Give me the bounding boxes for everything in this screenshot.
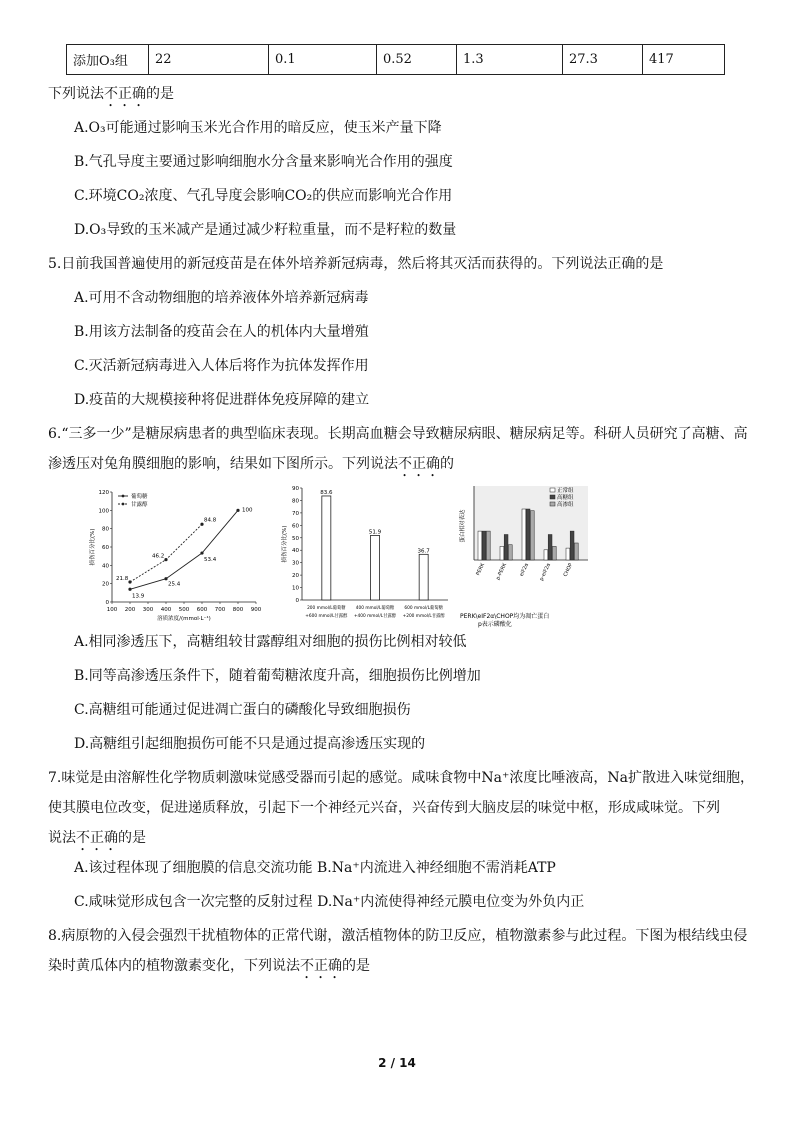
q4-option-a: A.O₃可能通过影响玉米光合作用的暗反应，使玉米产量下降 bbox=[74, 120, 442, 136]
data-label: 46.2 bbox=[152, 553, 165, 560]
q4-option-c: C.环境CO₂浓度、气孔导度会影响CO₂的供应而影响光合作用 bbox=[74, 188, 453, 204]
bar bbox=[500, 546, 504, 560]
data-label: 25.4 bbox=[168, 581, 181, 588]
q6-stem-line2 bbox=[48, 454, 454, 480]
y-tick-label: 20 bbox=[292, 573, 299, 580]
line-chart-injury-vs-concentration bbox=[86, 482, 264, 624]
data-point bbox=[128, 580, 131, 583]
q7-options-cd: C.咸味觉形成包含一次完整的反射过程 D.Na⁺内流使得神经元膜电位变为外负内正 bbox=[74, 894, 585, 910]
legend-swatch bbox=[550, 502, 555, 506]
y-tick-label: 80 bbox=[102, 526, 109, 533]
text: 说法 bbox=[48, 830, 76, 846]
data-label: 36.7 bbox=[417, 548, 430, 555]
q4-stem bbox=[48, 84, 174, 110]
bar bbox=[478, 531, 482, 560]
bar bbox=[574, 543, 578, 560]
q6-option-a: A.相同渗透压下，高糖组较甘露醇组对细胞的损伤比例相对较低 bbox=[74, 634, 467, 650]
y-tick-label: 90 bbox=[292, 486, 299, 492]
data-label: 13.9 bbox=[132, 593, 145, 600]
category-label: PERK bbox=[475, 562, 487, 577]
x-tick-label: 600 bbox=[196, 607, 208, 613]
bar bbox=[570, 531, 574, 560]
data-point bbox=[236, 509, 239, 512]
y-tick-label: 40 bbox=[292, 548, 299, 555]
category-label: 400 mmol/L葡萄糖 bbox=[355, 606, 395, 611]
q8-stem-line1: 8.病原物的入侵会强烈干扰植物体的正常代谢，激活植物体的防卫反应，植物激素参与此过程。下图为根结线虫侵 bbox=[48, 928, 748, 944]
data-point bbox=[164, 577, 167, 580]
legend-marker bbox=[122, 503, 125, 506]
y-axis-label: 蛋白相对表达 bbox=[460, 509, 466, 543]
q6-option-d: D.高糖组引起细胞损伤可能不只是通过提高渗透压实现的 bbox=[74, 736, 426, 752]
bar bbox=[486, 531, 490, 560]
bar bbox=[544, 550, 548, 560]
y-tick-label: 40 bbox=[102, 563, 109, 570]
table-row bbox=[67, 45, 725, 75]
legend-marker bbox=[122, 495, 125, 498]
category-label: 200 mmol/L葡萄糖 bbox=[307, 606, 346, 611]
legend-label: 甘露醇 bbox=[131, 502, 148, 508]
data-label: 100 bbox=[242, 507, 253, 514]
y-tick-label: 60 bbox=[292, 523, 299, 530]
bar-chart-injury-mixed bbox=[280, 482, 452, 622]
bar bbox=[548, 535, 552, 561]
y-tick-label: 0 bbox=[295, 598, 299, 604]
y-tick-label: 50 bbox=[292, 535, 299, 542]
bar bbox=[419, 554, 428, 600]
category-label: eIF2α bbox=[518, 562, 531, 578]
emphasis-text: 不正确 bbox=[76, 830, 118, 846]
data-label: 83.6 bbox=[320, 489, 333, 496]
x-tick-label: 200 bbox=[124, 607, 136, 613]
x-axis-label: 溶质浓度/(mmol·L⁻¹) bbox=[157, 616, 211, 622]
emphasis-text: 不正确 bbox=[104, 86, 146, 102]
category-label: p-eIF2α bbox=[538, 562, 553, 582]
q5-option-d: D.疫苗的大规模接种将促进群体免疫屏障的建立 bbox=[74, 392, 370, 408]
emphasis-text: 不正确 bbox=[398, 456, 440, 472]
table-cell: 22 bbox=[149, 45, 269, 75]
y-tick-label: 80 bbox=[292, 498, 299, 505]
bar bbox=[482, 531, 486, 560]
q4-option-d: D.O₃导致的玉米减产是通过减少籽粒重量，而不是籽粒的数量 bbox=[74, 222, 457, 238]
table-cell: 0.52 bbox=[377, 45, 457, 75]
data-table bbox=[66, 44, 725, 75]
x-tick-label: 800 bbox=[232, 607, 244, 613]
q7-stem-line1: 7.味觉是由溶解性化学物质刺激味觉感受器而引起的感觉。咸味食物中Na⁺浓度比唾液高，Na扩散进入味觉细胞， bbox=[48, 770, 754, 786]
x-tick-label: 900 bbox=[250, 607, 262, 613]
data-point bbox=[128, 588, 131, 591]
legend-swatch bbox=[550, 495, 555, 499]
x-tick-label: 400 bbox=[160, 607, 172, 613]
data-point bbox=[164, 558, 167, 561]
y-tick-label: 10 bbox=[292, 585, 299, 592]
page-number: 2 / 14 bbox=[378, 1056, 416, 1070]
x-tick-label: 100 bbox=[106, 607, 118, 613]
y-tick-label: 20 bbox=[102, 581, 109, 588]
y-tick-label: 0 bbox=[105, 600, 109, 606]
category-label: +200 mmol/L甘露醇 bbox=[402, 614, 445, 619]
y-tick-label: 70 bbox=[292, 510, 299, 517]
table-cell: 0.1 bbox=[269, 45, 377, 75]
data-label: 21.8 bbox=[116, 576, 129, 583]
y-tick-label: 100 bbox=[98, 508, 109, 515]
q8-stem-line2 bbox=[48, 956, 370, 982]
category-label: +600 mmol/L甘露醇 bbox=[305, 614, 348, 619]
q6-option-b: B.同等高渗透压条件下，随着葡萄糖浓度升高，细胞损伤比例增加 bbox=[74, 668, 481, 684]
text: 的是 bbox=[146, 86, 174, 102]
data-label: 84.8 bbox=[204, 517, 217, 524]
bar bbox=[522, 509, 526, 560]
q7-stem-line2: 使其膜电位改变，促进递质释放，引起下一个神经元兴奋，兴奋传到大脑皮层的味觉中枢，形成咸味觉。下列 bbox=[48, 800, 720, 816]
x-tick-label: 300 bbox=[142, 607, 154, 613]
emphasis-text: 不正确 bbox=[300, 958, 342, 974]
bar bbox=[552, 546, 556, 560]
legend-swatch bbox=[550, 488, 555, 492]
category-label: 600 mmol/L葡萄糖 bbox=[404, 606, 443, 611]
bar bbox=[371, 535, 380, 600]
bar-chart-protein-expression bbox=[456, 482, 594, 628]
data-label: 53.4 bbox=[204, 557, 217, 564]
y-axis-label: 损伤百分比(%) bbox=[282, 525, 288, 563]
text: 的 bbox=[440, 456, 454, 472]
q5-option-c: C.灭活新冠病毒进入人体后将作为抗体发挥作用 bbox=[74, 358, 369, 374]
table-cell: 添加O₃组 bbox=[67, 45, 149, 75]
bar bbox=[508, 545, 512, 560]
y-tick-label: 30 bbox=[292, 560, 299, 567]
x-tick-label: 500 bbox=[178, 607, 190, 613]
text: 的是 bbox=[342, 958, 370, 974]
q7-options-ab: A.该过程体现了细胞膜的信息交流功能 B.Na⁺内流进入神经细胞不需消耗ATP bbox=[74, 860, 556, 876]
text: 染时黄瓜体内的植物激素变化，下列说法 bbox=[48, 958, 300, 974]
legend-label: 高糖组 bbox=[557, 495, 574, 501]
table-cell: 417 bbox=[643, 45, 725, 75]
category-label: CHOP bbox=[562, 562, 575, 578]
q6-option-c: C.高糖组可能通过促进凋亡蛋白的磷酸化导致细胞损伤 bbox=[74, 702, 411, 718]
q4-option-b: B.气孔导度主要通过影响细胞水分含量来影响光合作用的强度 bbox=[74, 154, 453, 170]
q5-option-a: A.可用不含动物细胞的培养液体外培养新冠病毒 bbox=[74, 290, 369, 306]
bar bbox=[322, 496, 331, 600]
category-label: +400 mmol/L甘露醇 bbox=[353, 614, 397, 619]
text: 渗透压对兔角膜细胞的影响，结果如下图所示。下列说法 bbox=[48, 456, 398, 472]
bar bbox=[530, 511, 534, 560]
legend-label: 葡萄糖 bbox=[131, 494, 148, 500]
bar bbox=[566, 548, 570, 560]
chart-note: p表示磷酸化 bbox=[478, 621, 512, 628]
chart-note: PERK\eIF2α\CHOP均为凋亡蛋白 bbox=[460, 613, 550, 620]
q7-stem-line3 bbox=[48, 828, 146, 854]
series-line bbox=[130, 510, 238, 589]
data-point bbox=[200, 551, 203, 554]
q5-option-b: B.用该方法制备的疫苗会在人的机体内大量增殖 bbox=[74, 324, 369, 340]
y-axis-label: 损伤百分比(%) bbox=[90, 528, 96, 566]
y-tick-label: 120 bbox=[98, 490, 109, 496]
legend-label: 正常组 bbox=[557, 488, 574, 494]
bar bbox=[504, 535, 508, 561]
text: 下列说法 bbox=[48, 86, 104, 102]
data-label: 51.9 bbox=[368, 529, 382, 536]
bar bbox=[526, 509, 530, 560]
text: 的是 bbox=[118, 830, 146, 846]
category-label: p-PERK bbox=[495, 562, 509, 582]
q6-stem-line1: 6.“三多一少”是糖尿病患者的典型临床表现。长期高血糖会导致糖尿病眼、糖尿病足等。科研人员研究了高糖、高 bbox=[48, 426, 748, 442]
series-line bbox=[130, 524, 202, 582]
q5-stem: 5.日前我国普遍使用的新冠疫苗是在体外培养新冠病毒，然后将其灭活而获得的。下列说法正确的是 bbox=[48, 256, 664, 272]
legend-label: 高渗组 bbox=[557, 502, 574, 508]
y-tick-label: 60 bbox=[102, 545, 109, 551]
table-cell: 27.3 bbox=[563, 45, 643, 75]
table-cell: 1.3 bbox=[457, 45, 563, 75]
x-tick-label: 700 bbox=[214, 607, 226, 613]
